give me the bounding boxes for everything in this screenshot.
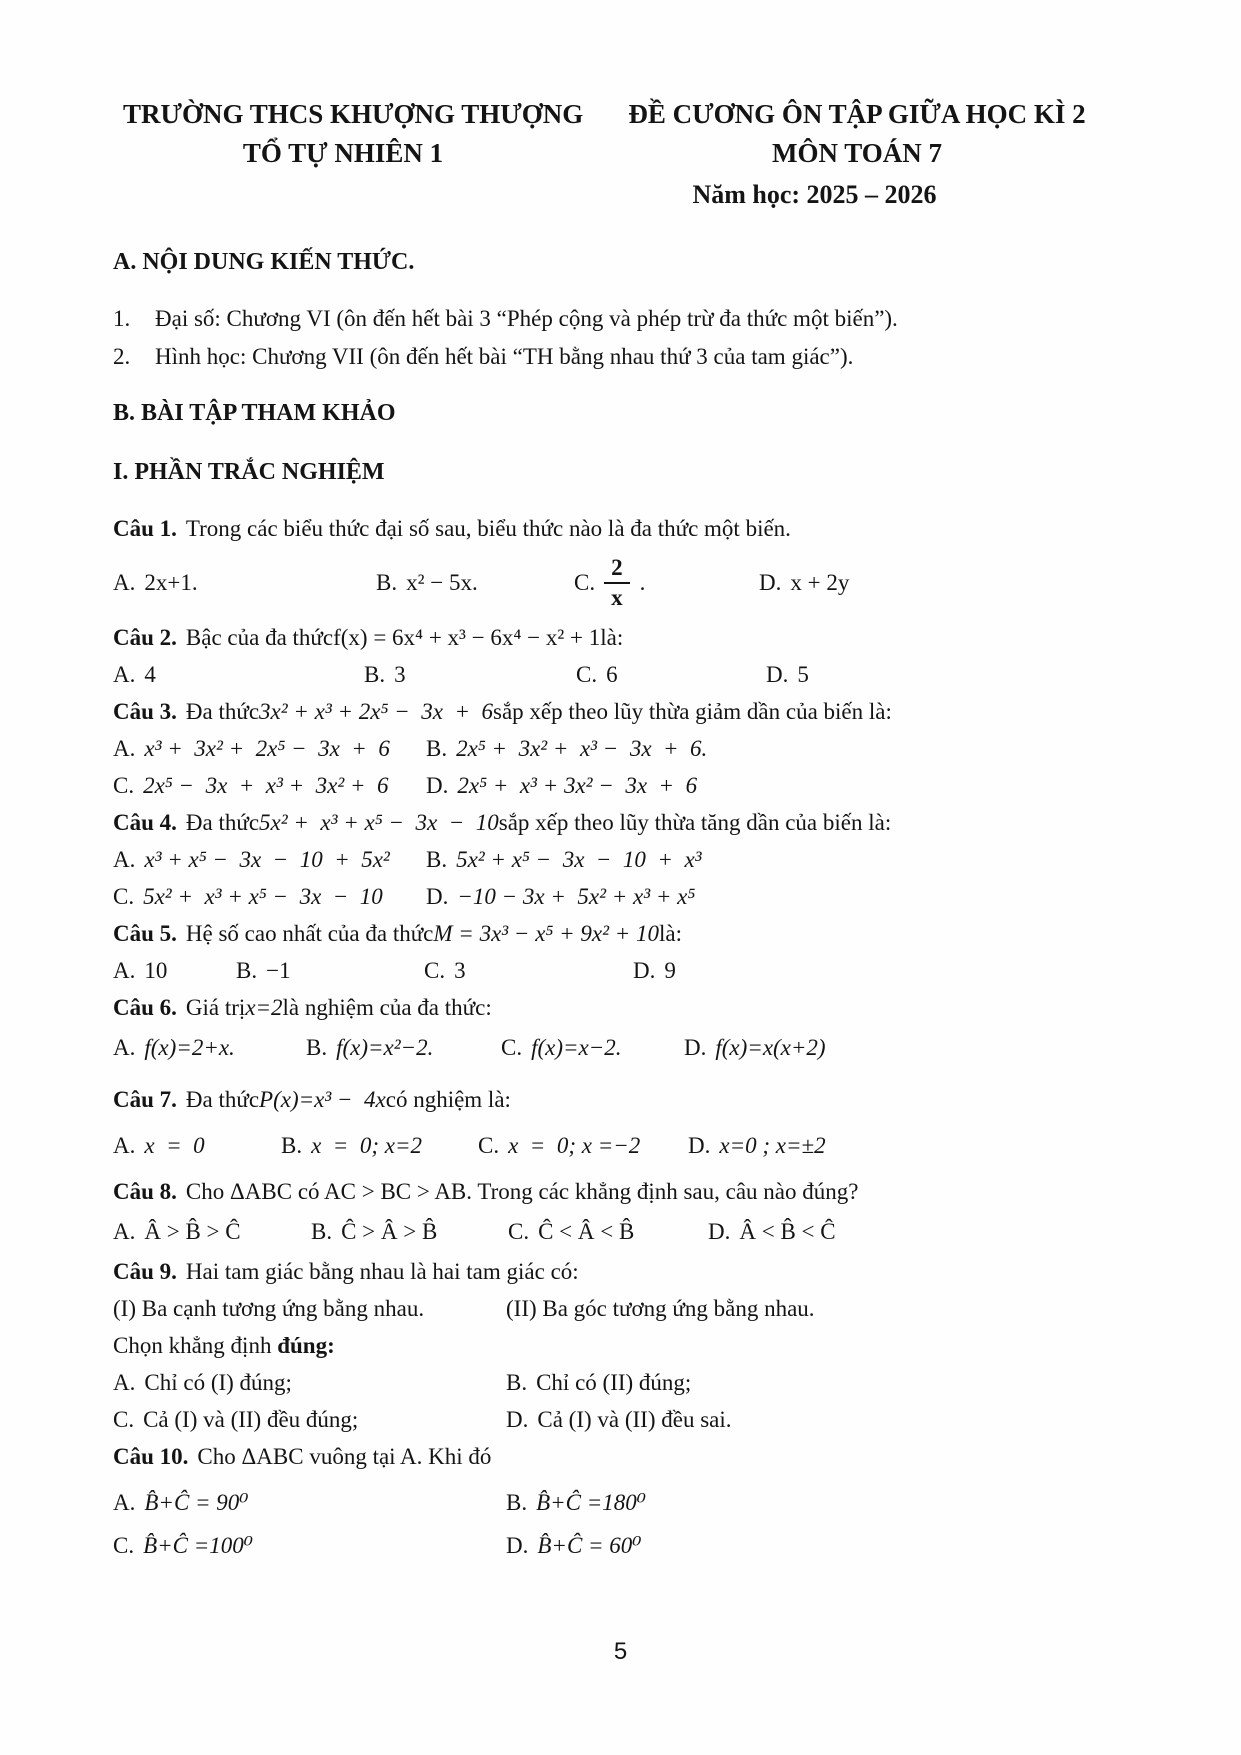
q7-option-b — [281, 1133, 478, 1159]
question-9-statements — [113, 1290, 1151, 1327]
question-2-text-post: là: — [600, 624, 624, 650]
q4-option-a-label: A. — [113, 846, 136, 872]
q9-option-d-text: Cả (I) và (II) đều sai. — [537, 1406, 732, 1432]
q4-option-c — [113, 884, 426, 910]
q5-option-c-text: 3 — [454, 957, 466, 983]
question-2-statement — [113, 619, 1151, 656]
q6-option-d-text: f(x)=x(x+2) — [715, 1034, 826, 1060]
q9-statement-1: (I) Ba cạnh tương ứng bằng nhau. — [113, 1295, 425, 1321]
question-10-label: Câu 10. — [113, 1443, 189, 1469]
q8-option-c-label: C. — [508, 1218, 530, 1244]
question-9-statement — [113, 1253, 1151, 1290]
q9-option-a-label: A. — [113, 1369, 136, 1395]
question-3-polynomial: 3x² + x³ + 2x⁵ − 3x + 6 — [259, 698, 493, 724]
q7-option-d-text: x=0 ; x=±2 — [719, 1132, 826, 1158]
q8-option-c-text: Ĉ < Â < B̂ — [538, 1218, 635, 1244]
question-8-label: Câu 8. — [113, 1178, 177, 1204]
list-item-2 — [113, 338, 1151, 376]
q10-option-b — [506, 1490, 1151, 1516]
q10-option-b-text: B̂+Ĉ =180⁰ — [536, 1489, 646, 1515]
q5-option-c-label: C. — [424, 957, 446, 983]
q4-option-c-text: 5x² + x³ + x⁵ − 3x − 10 — [143, 883, 383, 909]
subject-title: MÔN TOÁN 7 — [771, 138, 942, 168]
q9-option-d-label: D. — [506, 1406, 529, 1432]
q3-option-b — [426, 736, 1151, 762]
q3-option-c — [113, 773, 426, 799]
q10-option-a-text: B̂+Ĉ = 90⁰ — [144, 1489, 249, 1515]
question-10 — [113, 1438, 1151, 1567]
q7-option-c — [478, 1133, 688, 1159]
question-9-options-row-1 — [113, 1364, 1151, 1401]
section-a-list — [113, 300, 1151, 376]
q1-option-c — [574, 555, 759, 612]
q2-option-d-text: 5 — [797, 661, 809, 687]
q3-option-a-text: x³ + 3x² + 2x⁵ − 3x + 6 — [144, 735, 390, 761]
school-name: TRƯỜNG THCS KHƯỢNG THƯỢNG — [123, 99, 584, 129]
question-5-text-pre: Hệ số cao nhất của đa thức — [185, 920, 434, 946]
q4-option-d-text: −10 − 3x + 5x² + x³ + x⁵ — [457, 883, 696, 909]
q6-option-d-label: D. — [684, 1034, 707, 1060]
q8-option-a — [113, 1219, 311, 1245]
q4-option-b-text: 5x² + x⁵ − 3x − 10 + x³ — [456, 846, 702, 872]
document-title: ĐỀ CƯƠNG ÔN TẬP GIỮA HỌC KÌ 2 — [628, 99, 1086, 129]
q9-option-c — [113, 1407, 506, 1433]
list-item-2-text: Hình học: Chương VII (ôn đến hết bài “TH bằng nhau thứ 3 của tam giác”). — [155, 344, 854, 369]
q2-option-c-label: C. — [576, 661, 598, 687]
q10-option-a-label: A. — [113, 1489, 136, 1515]
q4-option-b-label: B. — [426, 846, 448, 872]
q3-option-d-text: 2x⁵ + x³ + 3x² − 3x + 6 — [457, 772, 698, 798]
list-item-1-number: 1. — [113, 306, 131, 331]
question-4-options-row-2 — [113, 878, 1151, 915]
q2-option-a-label: A. — [113, 661, 136, 687]
question-7-text-pre: Đa thức — [185, 1086, 260, 1112]
question-10-statement — [113, 1438, 1151, 1475]
q6-option-c-label: C. — [501, 1034, 523, 1060]
q1-option-d — [759, 570, 1151, 596]
question-9-text: Hai tam giác bằng nhau là hai tam giác có: — [185, 1258, 579, 1284]
fraction-two-over-x — [604, 555, 630, 612]
q1-option-b-label: B. — [376, 570, 398, 595]
question-9-label: Câu 9. — [113, 1258, 177, 1284]
question-2 — [113, 619, 1151, 693]
q2-option-a-text: 4 — [144, 661, 156, 687]
q8-option-b — [311, 1219, 508, 1245]
q6-option-b — [306, 1035, 501, 1061]
q5-option-b-label: B. — [236, 957, 258, 983]
q5-option-a-label: A. — [113, 957, 136, 983]
q2-option-b-label: B. — [364, 661, 386, 687]
q5-option-a-text: 10 — [144, 957, 168, 983]
list-item-1 — [113, 300, 1151, 338]
fraction-numerator: 2 — [604, 555, 630, 584]
q5-option-d — [633, 958, 1151, 984]
q3-option-c-label: C. — [113, 772, 135, 798]
q9-option-a-text: Chỉ có (I) đúng; — [144, 1369, 292, 1395]
q9-choose-line — [113, 1327, 1151, 1364]
q1-option-c-label: C. — [574, 570, 596, 595]
question-10-text: Cho ΔABC vuông tại A. Khi đó — [197, 1443, 492, 1469]
q6-option-c — [501, 1035, 684, 1061]
question-4-statement — [113, 804, 1151, 841]
q4-option-c-label: C. — [113, 883, 135, 909]
q10-option-c — [113, 1533, 506, 1559]
q9-option-b-label: B. — [506, 1369, 528, 1395]
header-right-block — [563, 96, 1151, 215]
q2-option-b — [364, 662, 576, 688]
q10-option-a — [113, 1490, 506, 1516]
question-5-label: Câu 5. — [113, 920, 177, 946]
q1-option-a — [113, 570, 376, 596]
question-8-text: Cho ΔABC có AC > BC > AB. Trong các khẳng định sau, câu nào đúng? — [185, 1178, 859, 1204]
question-7-text-post: có nghiệm là: — [385, 1086, 511, 1112]
question-6-text-pre: Giá trị — [185, 994, 246, 1020]
header-left-block — [113, 96, 584, 215]
question-1-label: Câu 1. — [113, 515, 177, 541]
document-header — [113, 96, 1151, 215]
question-8-statement — [113, 1173, 1151, 1210]
question-5 — [113, 915, 1151, 989]
q4-option-d-label: D. — [426, 883, 449, 909]
section-b-title: B. BÀI TẬP THAM KHẢO — [113, 400, 396, 426]
question-1-options — [113, 547, 1151, 619]
question-2-text-pre: Bậc của đa thức — [185, 624, 334, 650]
q8-option-c — [508, 1219, 708, 1245]
question-4 — [113, 804, 1151, 915]
q6-option-b-label: B. — [306, 1034, 328, 1060]
q4-option-d — [426, 884, 1151, 910]
question-7-label: Câu 7. — [113, 1086, 177, 1112]
question-7-options — [113, 1124, 1151, 1167]
question-5-polynomial: M = 3x³ − x⁵ + 9x² + 10 — [433, 920, 660, 946]
q3-option-b-text: 2x⁵ + 3x² + x³ − 3x + 6. — [456, 735, 708, 761]
question-7-statement — [113, 1081, 1151, 1118]
q5-option-b — [236, 958, 424, 984]
q5-option-d-label: D. — [633, 957, 656, 983]
q9-option-c-label: C. — [113, 1406, 135, 1432]
q3-option-d-label: D. — [426, 772, 449, 798]
q1-option-b — [376, 570, 574, 596]
question-2-formula: f(x) = 6x⁴ + x³ − 6x⁴ − x² + 1 — [333, 624, 601, 650]
question-6-label: Câu 6. — [113, 994, 177, 1020]
question-4-polynomial: 5x² + x³ + x⁵ − 3x − 10 — [259, 809, 499, 835]
question-6-condition: x=2 — [245, 994, 283, 1020]
q10-option-c-label: C. — [113, 1532, 135, 1558]
question-5-options — [113, 952, 1151, 989]
q2-option-a — [113, 662, 364, 688]
q8-option-d-label: D. — [708, 1218, 731, 1244]
question-1-text: Trong các biểu thức đại số sau, biểu thức nào là đa thức một biến. — [185, 515, 791, 541]
question-9 — [113, 1253, 1151, 1438]
question-4-label: Câu 4. — [113, 809, 177, 835]
q4-option-b — [426, 847, 1151, 873]
q2-option-b-text: 3 — [394, 661, 406, 687]
q1-option-c-suffix: . — [639, 570, 646, 595]
question-6 — [113, 989, 1151, 1069]
q10-option-d-text: B̂+Ĉ = 60⁰ — [537, 1532, 642, 1558]
page-number: 5 — [613, 1638, 628, 1665]
q3-option-d — [426, 773, 1151, 799]
question-7-polynomial: P(x)=x³ − 4x — [259, 1086, 386, 1112]
q6-option-a-label: A. — [113, 1034, 136, 1060]
q8-option-b-label: B. — [311, 1218, 333, 1244]
question-10-options-row-2 — [113, 1524, 1151, 1567]
question-1 — [113, 510, 1151, 619]
q8-option-d — [708, 1219, 1151, 1245]
q7-option-b-label: B. — [281, 1132, 303, 1158]
question-4-text-post: sắp xếp theo lũy thừa tăng dần của biến là: — [498, 809, 892, 835]
q7-option-c-label: C. — [478, 1132, 500, 1158]
q9-option-b — [506, 1370, 1151, 1396]
q5-option-b-text: −1 — [266, 957, 291, 983]
q3-option-a-label: A. — [113, 735, 136, 761]
question-6-statement — [113, 989, 1151, 1026]
question-6-options — [113, 1026, 1151, 1069]
question-4-text-pre: Đa thức — [185, 809, 260, 835]
q4-option-a-text: x³ + x⁵ − 3x − 10 + 5x² — [144, 846, 390, 872]
q6-option-a — [113, 1035, 306, 1061]
question-3-label: Câu 3. — [113, 698, 177, 724]
q7-option-d — [688, 1133, 1151, 1159]
q1-option-d-label: D. — [759, 570, 782, 595]
question-6-text-post: là nghiệm của đa thức: — [282, 994, 492, 1020]
q8-option-b-text: Ĉ > Â > B̂ — [341, 1218, 438, 1244]
question-1-statement — [113, 510, 1151, 547]
question-3-options-row-2 — [113, 767, 1151, 804]
section-i-title: I. PHẦN TRẮC NGHIỆM — [113, 459, 385, 485]
q3-option-c-text: 2x⁵ − 3x + x³ + 3x² + 6 — [143, 772, 389, 798]
q7-option-a-text: x = 0 — [144, 1132, 205, 1158]
list-item-1-text: Đại số: Chương VI (ôn đến hết bài 3 “Phép cộng và phép trừ đa thức một biến”). — [155, 306, 898, 331]
question-4-options-row-1 — [113, 841, 1151, 878]
fraction-denominator: x — [611, 585, 623, 610]
q10-option-c-text: B̂+Ĉ =100⁰ — [143, 1532, 253, 1558]
question-5-text-post: là: — [659, 920, 683, 946]
list-item-2-number: 2. — [113, 344, 131, 369]
q3-option-a — [113, 736, 426, 762]
q3-option-b-label: B. — [426, 735, 448, 761]
question-3-options-row-1 — [113, 730, 1151, 767]
q8-option-a-label: A. — [113, 1218, 136, 1244]
question-2-label: Câu 2. — [113, 624, 177, 650]
q1-option-a-label: A. — [113, 570, 136, 595]
section-a-title: A. NỘI DUNG KIẾN THỨC. — [113, 249, 415, 275]
q7-option-a — [113, 1133, 281, 1159]
question-10-options-row-1 — [113, 1481, 1151, 1524]
school-year: Năm học: 2025 – 2026 — [692, 180, 937, 209]
q2-option-d — [766, 662, 1151, 688]
q1-option-a-text: 2x+1. — [144, 570, 198, 595]
q7-option-b-text: x = 0; x=2 — [311, 1132, 422, 1158]
q10-option-d-label: D. — [506, 1532, 529, 1558]
question-2-options — [113, 656, 1151, 693]
q5-option-a — [113, 958, 236, 984]
q5-option-d-text: 9 — [664, 957, 676, 983]
q2-option-d-label: D. — [766, 661, 789, 687]
q7-option-a-label: A. — [113, 1132, 136, 1158]
q10-option-d — [506, 1533, 1151, 1559]
q9-option-c-text: Cả (I) và (II) đều đúng; — [143, 1406, 359, 1432]
department-name: TỔ TỰ NHIÊN 1 — [242, 138, 444, 168]
q4-option-a — [113, 847, 426, 873]
q9-option-a — [113, 1370, 506, 1396]
q1-option-d-text: x + 2y — [790, 570, 850, 595]
q8-option-d-text: Â < B̂ < Ĉ — [739, 1218, 836, 1244]
q9-option-b-text: Chỉ có (II) đúng; — [536, 1369, 692, 1395]
q5-option-c — [424, 958, 633, 984]
question-3-statement — [113, 693, 1151, 730]
question-7 — [113, 1081, 1151, 1167]
q9-choose-prefix: Chọn khẳng định — [113, 1332, 278, 1358]
q7-option-d-label: D. — [688, 1132, 711, 1158]
q10-option-b-label: B. — [506, 1489, 528, 1515]
q2-option-c-text: 6 — [606, 661, 618, 687]
q8-option-a-text: Â > B̂ > Ĉ — [144, 1218, 241, 1244]
q7-option-c-text: x = 0; x =−2 — [508, 1132, 641, 1158]
question-5-statement — [113, 915, 1151, 952]
q9-option-d — [506, 1407, 1151, 1433]
question-8-options — [113, 1210, 1151, 1253]
question-3 — [113, 693, 1151, 804]
question-3-text-pre: Đa thức — [185, 698, 260, 724]
question-3-text-post: sắp xếp theo lũy thừa giảm dần của biến là: — [493, 698, 892, 724]
q9-statement-2: (II) Ba góc tương ứng bằng nhau. — [506, 1295, 815, 1321]
q6-option-d — [684, 1035, 1151, 1061]
q2-option-c — [576, 662, 766, 688]
q6-option-a-text: f(x)=2+x. — [144, 1034, 235, 1060]
q1-option-b-text: x² − 5x. — [406, 570, 478, 595]
question-8 — [113, 1173, 1151, 1253]
q6-option-c-text: f(x)=x−2. — [531, 1034, 622, 1060]
q9-choose-bold: đúng: — [277, 1332, 335, 1358]
question-9-options-row-2 — [113, 1401, 1151, 1438]
q6-option-b-text: f(x)=x²−2. — [336, 1034, 434, 1060]
